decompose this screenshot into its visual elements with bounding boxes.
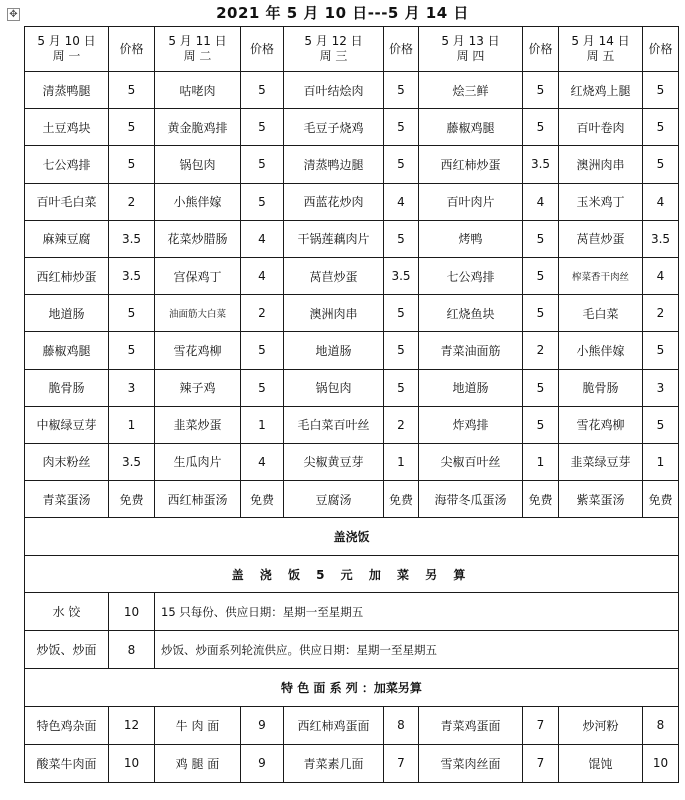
dish-cell: 百叶结烩肉 (284, 72, 384, 109)
price-cell: 5 (109, 295, 155, 332)
price-cell: 3.5 (643, 220, 679, 257)
price-cell: 5 (523, 406, 559, 443)
dish-cell: 尖椒黄豆芽 (284, 443, 384, 480)
price-cell: 1 (523, 443, 559, 480)
price-cell: 5 (643, 332, 679, 369)
price-cell: 1 (384, 443, 419, 480)
dish-cell: 脆骨肠 (25, 369, 109, 406)
noodle-name-cell: 青菜素几面 (284, 744, 384, 782)
price-cell: 2 (241, 295, 284, 332)
rice-section-heading-row (25, 518, 679, 556)
day-weekday: 周 三 (319, 49, 348, 63)
price-cell: 5 (384, 369, 419, 406)
noodle-name-cell: 鸡 腿 面 (155, 744, 241, 782)
table-row (25, 443, 679, 480)
dish-cell: 麻辣豆腐 (25, 220, 109, 257)
dish-cell: 清蒸鸭腿 (25, 72, 109, 109)
noodle-price-cell: 8 (643, 706, 679, 744)
rice-item-desc: 15 只每份、供应日期：星期一至星期五 (155, 593, 679, 631)
dish-cell: 中椒绿豆芽 (25, 406, 109, 443)
dish-cell: 毛白菜 (559, 295, 643, 332)
noodle-section-heading: 特 色 面 系 列 ：加菜另算 (25, 669, 679, 707)
table-move-handle-icon[interactable]: ✥ (7, 8, 20, 21)
noodle-row (25, 744, 679, 782)
price-cell: 5 (523, 295, 559, 332)
price-cell: 5 (241, 72, 284, 109)
dish-cell: 西蓝花炒肉 (284, 183, 384, 220)
dish-cell: 韭菜绿豆芽 (559, 443, 643, 480)
noodle-price-cell: 7 (384, 744, 419, 782)
price-cell: 5 (523, 72, 559, 109)
dish-cell: 地道肠 (419, 369, 523, 406)
day-weekday: 周 四 (456, 49, 485, 63)
dish-cell: 榨菜香干肉丝 (559, 257, 643, 294)
dish-cell: 青菜蛋汤 (25, 481, 109, 518)
price-cell: 4 (643, 183, 679, 220)
price-header: 价格 (109, 27, 155, 72)
dish-cell: 紫菜蛋汤 (559, 481, 643, 518)
rice-section-heading: 盖浇饭 (25, 518, 679, 556)
price-cell: 5 (241, 332, 284, 369)
dish-cell: 辣子鸡 (155, 369, 241, 406)
dish-cell: 西红柿炒蛋 (25, 257, 109, 294)
noodle-price-cell: 9 (241, 744, 284, 782)
dish-cell: 澳洲肉串 (559, 146, 643, 183)
dish-cell: 藤椒鸡腿 (419, 109, 523, 146)
dish-cell: 烩三鲜 (419, 72, 523, 109)
price-cell: 3.5 (384, 257, 419, 294)
price-cell: 5 (643, 72, 679, 109)
dish-cell: 尖椒百叶丝 (419, 443, 523, 480)
price-cell: 5 (384, 220, 419, 257)
price-cell: 5 (384, 146, 419, 183)
price-cell: 5 (523, 220, 559, 257)
price-cell: 5 (523, 369, 559, 406)
price-cell: 5 (523, 257, 559, 294)
dish-cell: 海带冬瓜蛋汤 (419, 481, 523, 518)
noodle-name-cell: 馄饨 (559, 744, 643, 782)
price-cell: 1 (643, 443, 679, 480)
dish-cell: 干锅莲藕肉片 (284, 220, 384, 257)
rice-section-subheading-row (25, 555, 679, 593)
rice-item-desc: 炒饭、炒面系列轮流供应。供应日期：星期一至星期五 (155, 631, 679, 669)
price-cell: 5 (109, 72, 155, 109)
dish-cell: 玉米鸡丁 (559, 183, 643, 220)
price-header: 价格 (241, 27, 284, 72)
dish-cell: 清蒸鸭边腿 (284, 146, 384, 183)
price-cell: 1 (109, 406, 155, 443)
price-header: 价格 (384, 27, 419, 72)
price-cell: 5 (241, 146, 284, 183)
dish-cell: 小熊伴嫁 (155, 183, 241, 220)
price-cell: 免费 (523, 481, 559, 518)
noodle-name-cell: 炒河粉 (559, 706, 643, 744)
rice-item-price: 8 (109, 631, 155, 669)
price-cell: 免费 (643, 481, 679, 518)
price-cell: 5 (241, 109, 284, 146)
day-header (419, 27, 523, 72)
table-row (25, 257, 679, 294)
rice-item-price: 10 (109, 593, 155, 631)
dish-cell: 藤椒鸡腿 (25, 332, 109, 369)
day-header (155, 27, 241, 72)
rice-item-name: 炒饭、炒面 (25, 631, 109, 669)
noodle-price-cell: 7 (523, 706, 559, 744)
day-date: 5 月 13 日 (441, 34, 500, 48)
price-cell: 2 (109, 183, 155, 220)
dish-cell: 澳洲肉串 (284, 295, 384, 332)
dish-cell: 锅包肉 (155, 146, 241, 183)
price-cell: 免费 (241, 481, 284, 518)
dish-cell: 雪花鸡柳 (559, 406, 643, 443)
price-cell: 5 (643, 109, 679, 146)
dish-cell: 地道肠 (25, 295, 109, 332)
day-weekday: 周 五 (586, 49, 615, 63)
dish-cell: 肉末粉丝 (25, 443, 109, 480)
dish-cell: 油面筋大白菜 (155, 295, 241, 332)
price-cell: 3.5 (109, 220, 155, 257)
price-cell: 4 (241, 443, 284, 480)
table-row (25, 220, 679, 257)
dish-cell: 烤鸭 (419, 220, 523, 257)
price-cell: 4 (241, 257, 284, 294)
price-cell: 1 (241, 406, 284, 443)
day-date: 5 月 14 日 (571, 34, 630, 48)
price-cell: 5 (384, 295, 419, 332)
menu-title: 2021 年 5 月 10 日---5 月 14 日 (216, 4, 469, 22)
weekly-menu-table (24, 26, 679, 783)
price-header: 价格 (643, 27, 679, 72)
price-cell: 3 (109, 369, 155, 406)
price-cell: 5 (643, 146, 679, 183)
day-date: 5 月 10 日 (37, 34, 96, 48)
price-cell: 2 (523, 332, 559, 369)
price-cell: 3 (643, 369, 679, 406)
price-cell: 2 (384, 406, 419, 443)
dish-cell: 锅包肉 (284, 369, 384, 406)
noodle-price-cell: 7 (523, 744, 559, 782)
table-row (25, 295, 679, 332)
price-cell: 5 (384, 109, 419, 146)
day-date: 5 月 12 日 (304, 34, 363, 48)
dish-cell: 七公鸡排 (419, 257, 523, 294)
dish-cell: 小熊伴嫁 (559, 332, 643, 369)
dish-cell: 百叶肉片 (419, 183, 523, 220)
price-cell: 3.5 (523, 146, 559, 183)
dish-cell: 雪花鸡柳 (155, 332, 241, 369)
table-row (25, 146, 679, 183)
price-header: 价格 (523, 27, 559, 72)
dish-cell: 脆骨肠 (559, 369, 643, 406)
header-row (25, 27, 679, 72)
noodle-name-cell: 酸菜牛肉面 (25, 744, 109, 782)
table-row (25, 72, 679, 109)
table-row (25, 369, 679, 406)
dish-cell: 百叶毛白菜 (25, 183, 109, 220)
table-row (25, 109, 679, 146)
dish-cell: 百叶卷肉 (559, 109, 643, 146)
price-cell: 3.5 (109, 257, 155, 294)
dish-cell: 莴苣炒蛋 (284, 257, 384, 294)
price-cell: 5 (523, 109, 559, 146)
price-cell: 4 (523, 183, 559, 220)
noodle-section-heading-row (25, 669, 679, 707)
price-cell: 5 (384, 332, 419, 369)
table-row (25, 183, 679, 220)
rice-item-row (25, 593, 679, 631)
price-cell: 5 (109, 146, 155, 183)
day-header (284, 27, 384, 72)
day-date: 5 月 11 日 (168, 34, 227, 48)
rice-item-name: 水 饺 (25, 593, 109, 631)
dish-cell: 韭菜炒蛋 (155, 406, 241, 443)
price-cell: 5 (109, 332, 155, 369)
dish-cell: 炸鸡排 (419, 406, 523, 443)
dish-cell: 毛白菜百叶丝 (284, 406, 384, 443)
table-row (25, 406, 679, 443)
price-cell: 5 (384, 72, 419, 109)
dish-cell: 西红柿蛋汤 (155, 481, 241, 518)
price-cell: 4 (384, 183, 419, 220)
dish-cell: 红烧鸡上腿 (559, 72, 643, 109)
dish-cell: 毛豆子烧鸡 (284, 109, 384, 146)
dish-cell: 地道肠 (284, 332, 384, 369)
price-cell: 免费 (384, 481, 419, 518)
price-cell: 4 (241, 220, 284, 257)
noodle-price-cell: 9 (241, 706, 284, 744)
dish-cell: 红烧鱼块 (419, 295, 523, 332)
rice-item-row (25, 631, 679, 669)
dish-cell: 生瓜肉片 (155, 443, 241, 480)
noodle-price-cell: 10 (109, 744, 155, 782)
dish-cell: 豆腐汤 (284, 481, 384, 518)
price-cell: 5 (643, 406, 679, 443)
rice-section-subheading: 盖 浇 饭 5 元 加 菜 另 算 (25, 555, 679, 593)
day-weekday: 周 一 (52, 49, 81, 63)
noodle-name-cell: 特色鸡杂面 (25, 706, 109, 744)
noodle-price-cell: 12 (109, 706, 155, 744)
day-header (25, 27, 109, 72)
noodle-row (25, 706, 679, 744)
price-cell: 5 (241, 183, 284, 220)
table-row (25, 332, 679, 369)
dish-cell: 七公鸡排 (25, 146, 109, 183)
dish-cell: 莴苣炒蛋 (559, 220, 643, 257)
dish-cell: 咕咾肉 (155, 72, 241, 109)
price-cell: 5 (241, 369, 284, 406)
noodle-price-cell: 10 (643, 744, 679, 782)
price-cell: 3.5 (109, 443, 155, 480)
price-cell: 5 (109, 109, 155, 146)
price-cell: 免费 (109, 481, 155, 518)
dish-cell: 西红柿炒蛋 (419, 146, 523, 183)
day-weekday: 周 二 (183, 49, 212, 63)
price-cell: 2 (643, 295, 679, 332)
table-row (25, 481, 679, 518)
noodle-name-cell: 西红柿鸡蛋面 (284, 706, 384, 744)
noodle-price-cell: 8 (384, 706, 419, 744)
dish-cell: 黄金脆鸡排 (155, 109, 241, 146)
noodle-name-cell: 牛 肉 面 (155, 706, 241, 744)
noodle-name-cell: 青菜鸡蛋面 (419, 706, 523, 744)
noodle-name-cell: 雪菜肉丝面 (419, 744, 523, 782)
dish-cell: 宫保鸡丁 (155, 257, 241, 294)
dish-cell: 青菜油面筋 (419, 332, 523, 369)
dish-cell: 花菜炒腊肠 (155, 220, 241, 257)
price-cell: 4 (643, 257, 679, 294)
dish-cell: 土豆鸡块 (25, 109, 109, 146)
day-header (559, 27, 643, 72)
